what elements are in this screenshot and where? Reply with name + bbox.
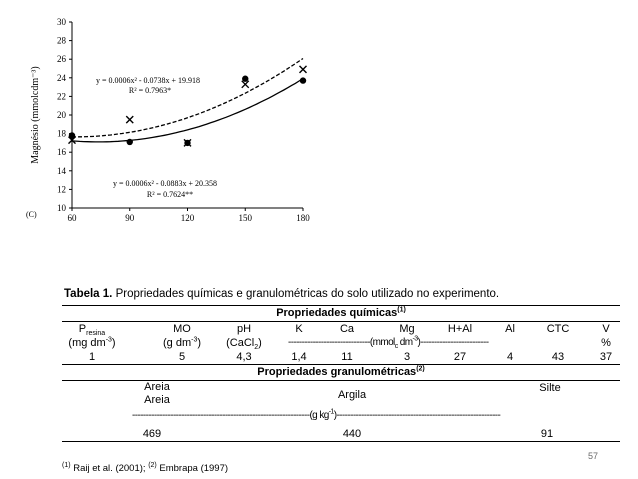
soil-properties-table [62,288,620,442]
header-al: Al [505,323,515,335]
value-argila: 440 [342,428,362,440]
header-ca: Ca [339,323,355,335]
y-tick-label: 24 [57,72,66,83]
value-ctc: 43 [551,351,565,363]
table-bottom-rule [62,441,620,442]
chem-header-row [62,322,620,336]
unit-p: (mg $dm^{-3}$) [68,336,116,349]
y-tick-label: 22 [57,91,66,102]
chemical-properties-title [62,306,620,321]
y-tick-label: 10 [57,203,66,213]
unit-mmol: ------------------------------(mmol$_c$ $dm^{-3})-------------------------$ [288,335,489,350]
table-footnote [62,463,228,474]
circle-marker-point [127,139,133,145]
value-ph: 4,3 [236,351,252,363]
value-mo: 5 [178,351,186,363]
value-v: 37 [599,351,613,363]
footnote-2-marker: (2) [148,461,157,469]
gran-title-text: Propriedades granulométricas [257,366,417,378]
header-areia: Areia Areia [144,381,170,406]
circle-marker-point [184,140,190,146]
table-caption-label: Tabela 1. [64,288,113,300]
value-silte: 91 [540,428,554,440]
header-ph: pH [236,323,252,335]
x-marker-point [300,66,307,73]
r-squared-1: R² = 0.7963* [128,86,172,95]
trend-curves [72,59,303,142]
chem-units-row [62,336,620,350]
y-tick-label: 20 [57,110,66,120]
trend-curve-2 [72,79,303,142]
footnote-1-text: Raij et al. (2001); [70,463,149,474]
x-tick-label: 150 [238,213,252,223]
regression-equation-2: y = 0.0006x² - 0.0883x + 20.358 [112,179,218,188]
gran-values-row [62,427,620,441]
r-squared-2: R² = 0.7624** [146,190,194,199]
header-ctc: CTC [546,323,570,335]
header-mo: MO [173,323,191,335]
header-h-al: H+Al [447,323,473,335]
chem-values-row [62,350,620,364]
y-tick-label: 26 [57,54,66,65]
chem-title-note: (1) [397,306,406,314]
value-al: 4 [506,351,514,363]
gran-header-row [62,381,620,409]
footnote-1-marker: (1) [62,461,71,469]
header-mg: Mg [399,323,415,335]
chem-title-text: Propriedades químicas [276,307,398,319]
x-tick-label: 120 [180,213,195,223]
granulometric-properties-title [62,365,620,380]
header-v: V [602,323,610,335]
table-caption-text: Propriedades químicas e granulométricas do solo utilizado no experimento. [112,288,500,300]
y-tick-label: 30 [57,17,66,27]
gran-units-row [62,409,620,423]
header-argila: Argila [337,389,367,401]
gran-title-note: (2) [416,365,425,373]
value-h-al: 27 [453,351,467,363]
regression-equation-1: y = 0.0006x² - 0.0738x + 19.918 [95,76,201,85]
y-tick-label: 28 [57,35,66,46]
value-ca: 11 [341,351,353,363]
header-silte: Silte [539,382,561,394]
footnote-2-text: Embrapa (1997) [156,463,229,474]
y-axis-title: Magnésio (mmolcdm⁻³) [30,66,41,164]
x-tick-label: 60 [67,213,77,223]
x-marker-point [126,116,133,123]
value-k: 1,4 [291,351,307,363]
chart-labels [26,17,310,223]
unit-mo: (g $dm^{-3}$) [162,336,202,349]
y-tick-label: 12 [57,184,66,195]
unit-v: % [601,337,611,349]
y-tick-label: 18 [57,128,66,139]
y-tick-label: 14 [57,165,66,176]
header-p: $P_{resina}$ [78,323,106,338]
y-tick-label: 16 [57,147,66,158]
panel-label: (C) [26,210,37,219]
x-tick-label: 180 [296,213,310,223]
page-number: 57 [588,451,599,461]
value-mg: 3 [403,351,411,363]
table-caption [64,288,620,300]
header-k: K [295,323,303,335]
value-p: 1 [88,351,96,363]
value-areia: 469 [142,428,162,440]
circle-marker-point [300,77,306,83]
unit-ph: (CaCl$_2$) [226,337,262,352]
x-tick-label: 90 [125,213,135,223]
circle-marker-point [69,132,75,138]
circle-marker-point [242,76,248,82]
unit-g-kg: -----------------------------------------------------------------(g $kg^{-1})------------------------------------------------------------$ [132,408,501,421]
